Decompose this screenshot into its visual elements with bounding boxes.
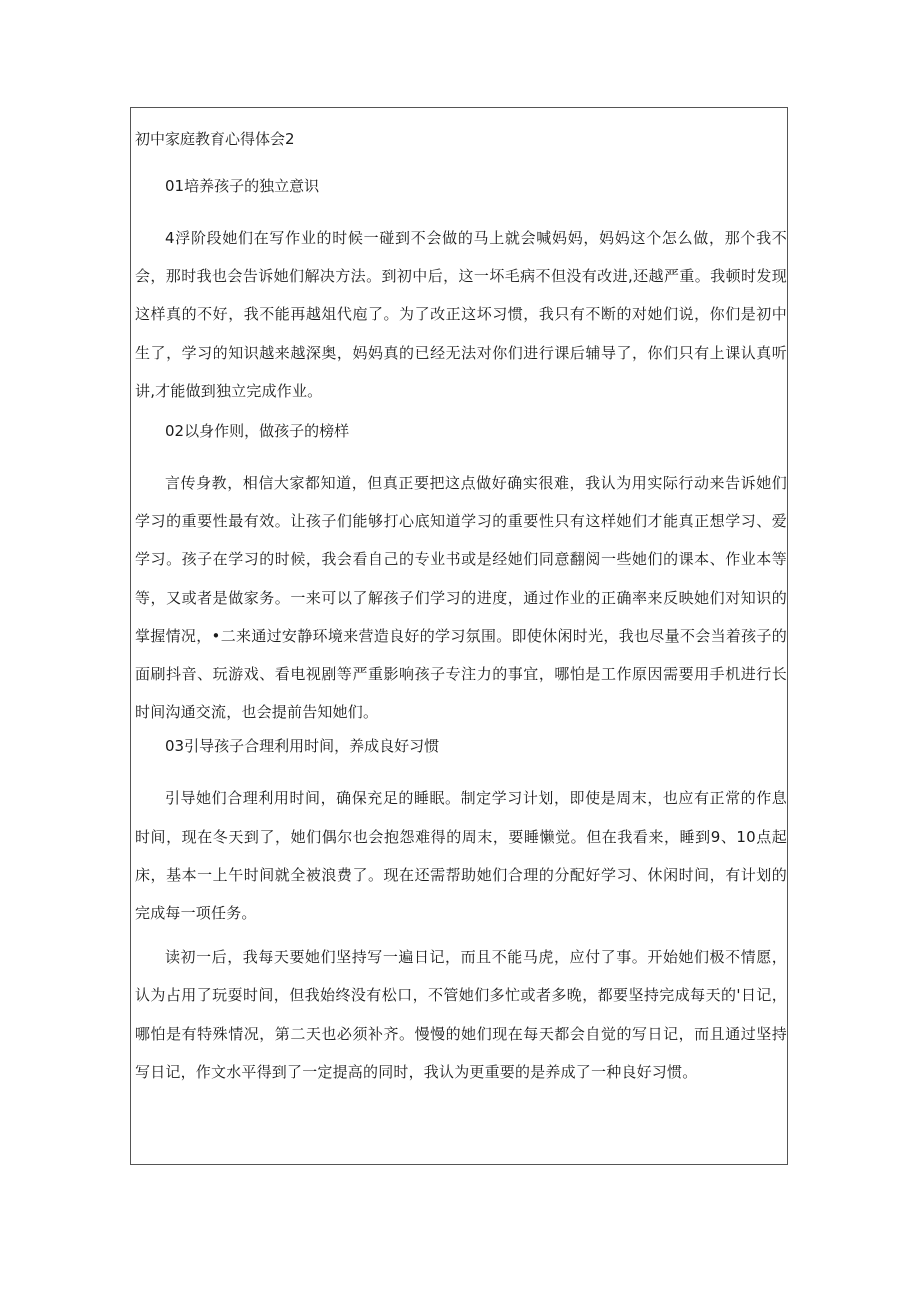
section-heading-1: 01培养孩子的独立意识 (165, 177, 320, 195)
section-2-paragraph: 言传身教，相信大家都知道，但真正要把这点做好确实很难，我认为用实际行动来告诉她们学习的重要性最有效。让孩子们能够打心底知道学习的重要性只有这样她们才能真正想学习、爱学习。孩子在学习的时候，我会看自己的专业书或是经她们同意翻阅一些她们的课本、作业本等等，又或者是做家务。一来可以了解孩子们学习的进度，通过作业的正确率来反映她们对知识的掌握情况，•二来通过安静环境来营造良好的学习氛围。即使休闲时光，我也尽量不会当着孩子的面刷抖音、玩游戏、看电视剧等严重影响孩子专注力的事宜，哪怕是工作原因需要用手机进行长时间沟通交流，也会提前告知她们。 (135, 474, 787, 722)
document-content (135, 128, 787, 1104)
document-frame (130, 107, 788, 1165)
section-3-paragraph-1: 引导她们合理利用时间，确保充足的睡眠。制定学习计划，即使是周末，也应有正常的作息时间，现在冬天到了，她们偶尔也会抱怨难得的周末，要睡懒觉。但在我看来，睡到9、10点起床，基本一上午时间就全被浪费了。现在还需帮助她们合理的分配好学习、休闲时间，有计划的完成每一项任务。 (135, 789, 787, 923)
section-1-paragraph: 4浮阶段她们在写作业的时候一碰到不会做的马上就会喊妈妈，妈妈这个怎么做，那个我不会，那时我也会告诉她们解决方法。到初中后，这一坏毛病不但没有改进,还越严重。我顿时发现这样真的不好，我不能再越俎代庖了。为了改正这坏习惯，我只有不断的对她们说，你们是初中生了，学习的知识越来越深奥，妈妈真的已经无法对你们进行课后辅导了，你们只有上课认真听讲,才能做到独立完成作业。 (135, 229, 787, 400)
document-title: 初中家庭教育心得体会2 (135, 130, 295, 148)
section-heading-2: 02以身作则，做孩子的榜样 (165, 422, 350, 441)
section-3-paragraph-2: 读初一后，我每天要她们坚持写一遍日记，而且不能马虎，应付了事。开始她们极不情愿，认为占用了玩耍时间，但我始终没有松口，不管她们多忙或者多晚，都要坚持完成每天的'日记，哪怕是有特殊情况，第二天也必须补齐。慢慢的她们现在每天都会自觉的写日记，而且通过坚持写日记，作文水平得到了一定提高的同时，我认为更重要的是养成了一种良好习惯。 (135, 948, 787, 1081)
section-heading-3: 03引导孩子合理利用时间，养成良好习惯 (165, 737, 440, 756)
